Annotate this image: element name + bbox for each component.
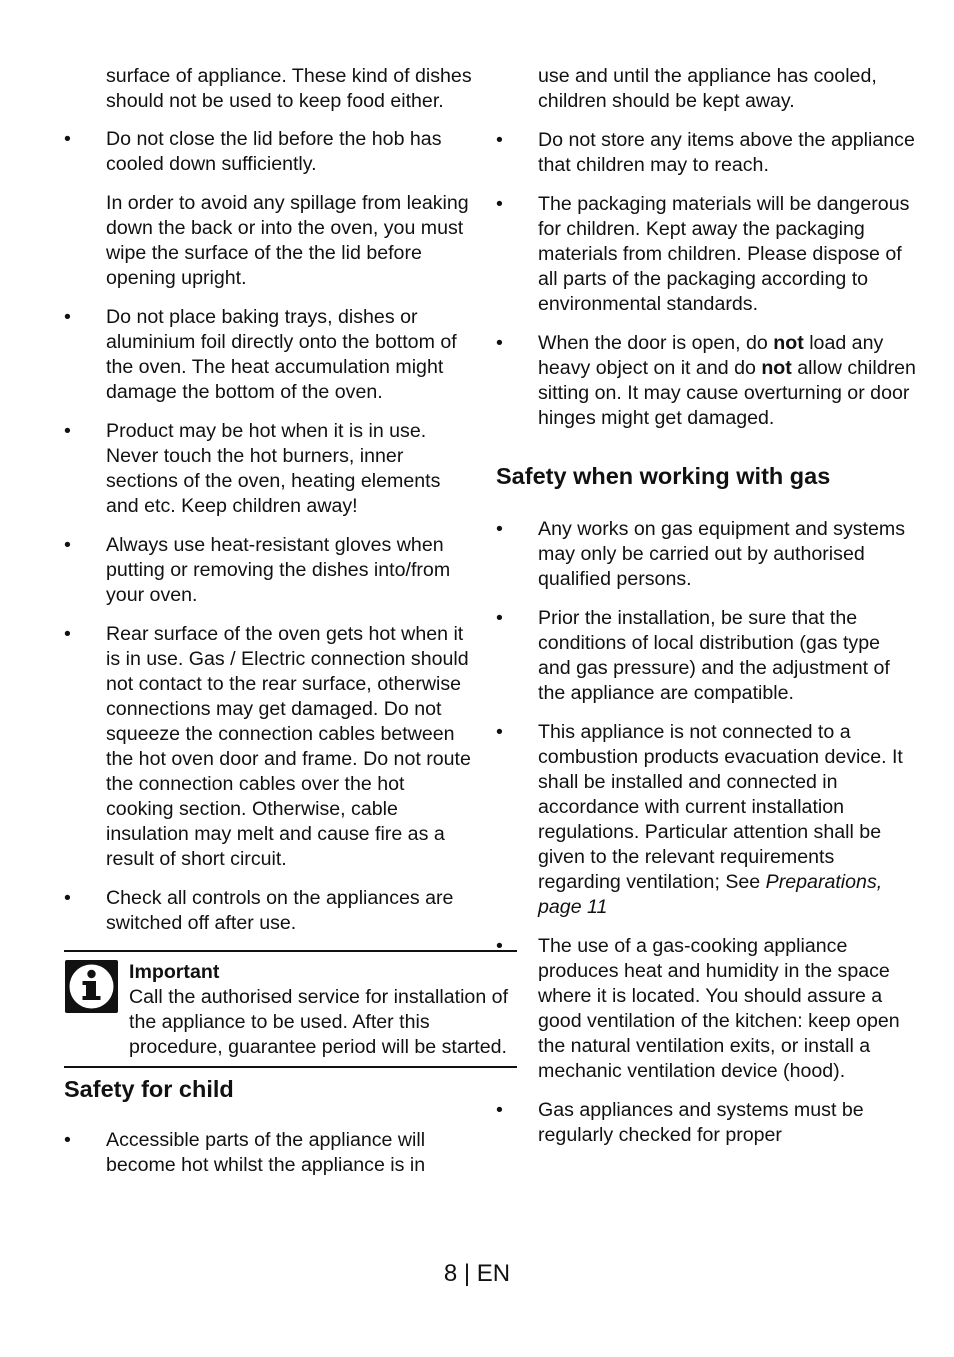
bullet-marker: • [496,129,503,151]
important-note [64,950,517,1068]
bullet-marker: • [496,935,503,957]
bullet-marker: • [496,332,503,354]
bullet-marker: • [64,306,71,328]
bullet-controls [64,886,474,936]
bullet-marker: • [64,534,71,556]
info-icon [65,960,118,1013]
cross-reference-link: Preparations, page 11 [538,871,883,918]
bullet-subtext: In order to avoid any spillage from leaking down the back or into the oven, you must wipe the surface of the the lid before opening upright. [106,192,469,289]
bullet-text: When the door is open, do not load any heavy object on it and do not allow children sitting on. It may cause overturning or door hinges might get damaged. [538,332,916,429]
bullet-text: Check all controls on the appliances are switched off after use. [106,887,454,934]
bullet-hot [64,419,474,519]
note-title: Important [129,961,220,983]
bullet-marker: • [64,623,71,645]
bullet-marker: • [496,721,503,743]
bullet-gloves [64,533,474,608]
bullet-text: Gas appliances and systems must be regularly checked for proper [538,1099,864,1146]
bullet-marker: • [496,193,503,215]
bullet-store [496,128,916,178]
bullet-text: The use of a gas-cooking appliance produces heat and humidity in the space where it is located. You should assure a good ventilation of the kitchen: keep open the natural ventilation exits, or install a mechanic ventilation device (hood). [538,935,900,1082]
bullet-marker: • [496,1099,503,1121]
bullet-rear [64,622,474,872]
bullet-connection [496,720,916,920]
left-column [64,64,509,1178]
bullet-text: Do not close the lid before the hob has cooled down sufficiently. [106,128,442,175]
paragraph-continuation: surface of appliance. These kind of dishes should not be used to keep food either. [106,65,472,112]
bullet-prior [496,606,916,706]
bullet-text: Prior the installation, be sure that the conditions of local distribution (gas type and gas pressure) and the adjustment of the appliance are compatible. [538,607,890,704]
bullet-text: This appliance is not connected to a combustion products evacuation device. It shall be installed and connected in accordance with current installation regulations. Particular attention shall be given to the relevant requirements regarding ventilation; See Preparations, page 11 [538,721,903,918]
bullet-works [496,517,916,592]
paragraph-continuation: use and until the appliance has cooled, children should be kept away. [538,65,877,112]
bullet-marker: • [496,607,503,629]
section-heading-gas: Safety when working with gas [496,463,831,489]
bullet-text: Accessible parts of the appliance will become hot whilst the appliance is in [106,1129,426,1176]
bullet-marker: • [64,128,71,150]
bullet-text: Product may be hot when it is in use. Never touch the hot burners, inner sections of the oven, heating elements and etc. Keep children away! [106,420,441,517]
section-heading-child: Safety for child [64,1076,234,1102]
bullet-marker: • [64,1129,71,1151]
bullet-ventilation [496,934,916,1084]
page-number: 8 | EN [443,1260,511,1287]
bullet-text: Rear surface of the oven gets hot when it is in use. Gas / Electric connection should not contact to the rear surface, otherwise connections may get damaged. Do not squeeze the connection cables between the hot oven door and frame. Do not route the connection cables over the hot cooking section. Otherwise, cable insulation may melt and cause fire as a result of short circuit. [106,623,471,870]
bullet-marker: • [64,887,71,909]
bullet-trays [64,305,474,405]
bullet-text: Always use heat-resistant gloves when putting or removing the dishes into/from your oven. [106,534,451,606]
bullet-text: Any works on gas equipment and systems may only be carried out by authorised qualified persons. [538,518,906,590]
bullet-text: Do not store any items above the appliance that children may to reach. [538,129,915,176]
bullet-marker: • [496,518,503,540]
bullet-check [496,1098,916,1148]
bullet-accessible [64,1128,474,1178]
note-text: Call the authorised service for installation of the appliance to be used. After this procedure, guarantee period will be started. [129,986,509,1058]
bullet-door [496,331,916,431]
right-column [496,64,916,1148]
bullet-text: Do not place baking trays, dishes or aluminium foil directly onto the bottom of the oven. The heat accumulation might damage the bottom of the oven. [106,306,457,403]
bullet-packaging [496,192,916,317]
bullet-lid [64,127,474,291]
bullet-text: The packaging materials will be dangerous for children. Kept away the packaging materials from children. Please dispose of all parts of the packaging according to environmental standards. [538,193,910,315]
bullet-marker: • [64,420,71,442]
